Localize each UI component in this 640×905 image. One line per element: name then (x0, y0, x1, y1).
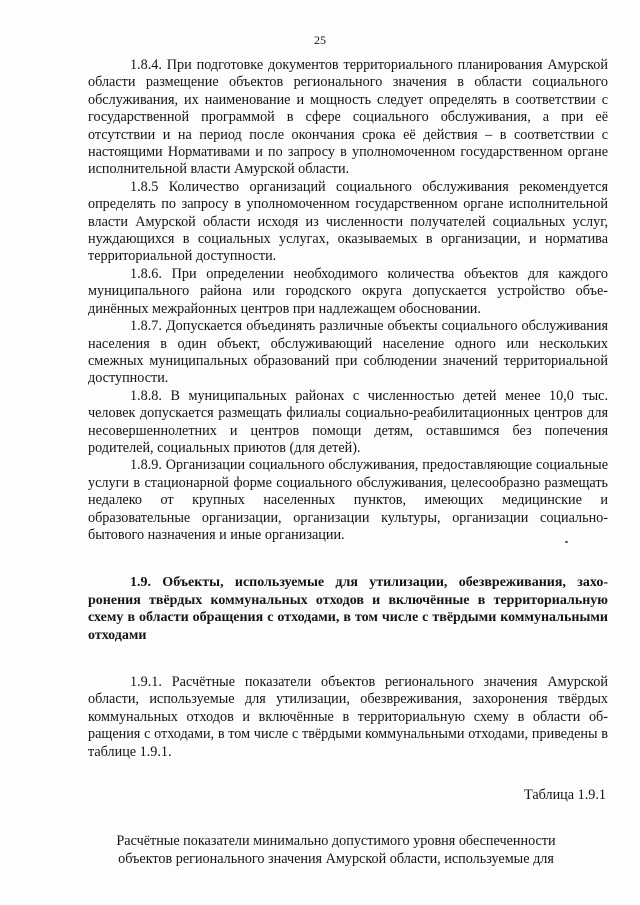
paragraph-1-8-8: 1.8.8. В муниципальных районах с численностью детей менее 10,0 тыс. человек допускается размещать филиалы социально-реабилитационных центров для несовершеннолетних и центров помощи детям, оставшимся без попечения родителей, социальных приютов (для детей). (88, 387, 608, 456)
paragraph-1-8-7: 1.8.7. Допускается объединять различные объекты социального обслуживания населения в один объект, обслуживающий население одного или нескольких смежных муниципальных образований при соблюдении значений территориальной доступности. (88, 318, 608, 387)
table-caption-line-1: Расчётные показатели минимально допустимого уровня обеспеченности (116, 833, 556, 850)
table-label: Таблица 1.9.1 (524, 787, 606, 804)
paragraph-1-8-6: 1.8.6. При определении необходимого количества объектов для каждого муниципального района или городского округа допускается устройство объединённых межрайонных центров при надлежащем обосновании. (88, 265, 608, 317)
page-number: 25 (314, 33, 326, 47)
page-content (88, 57, 608, 868)
table-caption (88, 833, 608, 868)
paragraph-1-8-4: 1.8.4. При подготовке документов территориального планирования Амурской области размещение объектов регионального значения в области социального обслуживания, их наименование и мощность следует определять в соответствии с государственной программой в сфере социального обслуживания, а при её отсутствии и на период после окончания срока её действия – в соответствии с настоящими Нормативами и по запросу в уполномоченном государственном органе исполнительной власти Амурской области. (88, 57, 608, 178)
section-heading-1-9: 1.9. Объекты, используемые для утилизации, обезвреживания, захоронения твёрдых коммунальных отходов и включённые в территориальную схему в области обращения с отходами, в том числе с твёрдыми коммунальными отходами (88, 575, 608, 643)
table-caption-line-2: объектов регионального значения Амурской области, используемые для (118, 850, 554, 867)
paragraph-1-8-5: 1.8.5 Количество организаций социального обслуживания рекомендуется определять по запросу в уполномоченном государственном органе исполнительной власти Амурской области исходя из численности получателей социальных услуг, нуждающихся в социальных услугах, оказываемых в организации, и норматива территориальной доступности. (88, 178, 608, 265)
paragraph-1-9-1: 1.9.1. Расчётные показатели объектов регионального значения Амурской области, используемые для утилизации, обезвреживания, захоронения твёрдых коммунальных отходов и включённые в территориальную схему в области обращения с отходами, в том числе с твёрдыми коммунальными отходами, приведены в таблице 1.9.1. (88, 674, 608, 760)
paragraph-1-8-9: 1.8.9. Организации социального обслуживания, предоставляющие социальные услуги в стационарной форме социального обслуживания, целесообразно размещать недалеко от крупных населенных пунктов, имеющих медицинские и образовательные организации, организации культуры, организации социально-бытового назначения и иные организации. (88, 457, 608, 543)
scan-speck (565, 541, 568, 543)
